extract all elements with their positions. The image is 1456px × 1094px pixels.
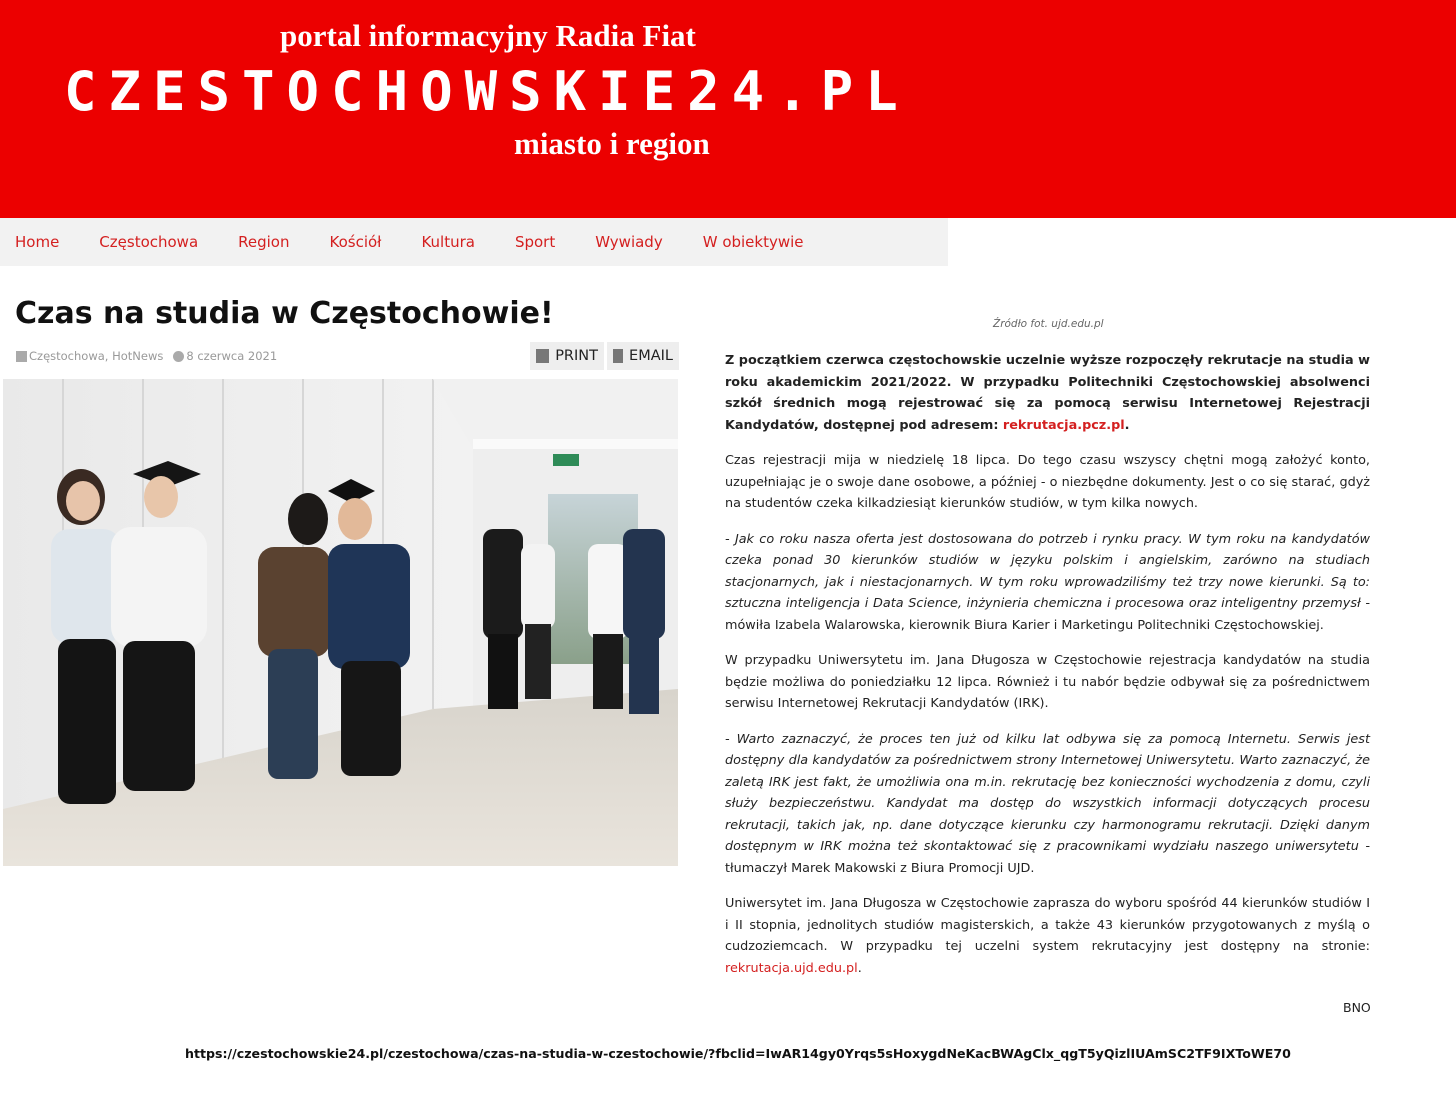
folder-icon	[16, 351, 27, 362]
clock-icon	[173, 351, 184, 362]
print-button[interactable]	[530, 342, 604, 370]
article-signature: BNO	[1343, 1000, 1371, 1015]
quote-2-attribution: tłumaczył Marek Makowski z Biura Promocji UJD.	[725, 860, 1035, 876]
nav-item-w-obiektywie[interactable]: W obiektywie	[702, 233, 804, 251]
lead-link[interactable]: rekrutacja.pcz.pl	[1002, 417, 1125, 433]
article-photo	[3, 379, 678, 866]
banner-subtitle: miasto i region	[514, 126, 710, 161]
nav-item-kultura[interactable]: Kultura	[421, 233, 475, 251]
nav-item-czestochowa[interactable]: Częstochowa	[99, 233, 199, 251]
lead-text: Z początkiem czerwca częstochowskie uczelnie wyższe rozpoczęły rekrutacje na studia w roku akademickim 2021/2022. W przypadku Politechniki Częstochowskiej absolwenci szkół średnich mogą rejestrować się za pomocą serwisu Internetowej Rejestracji Kandydatów, dostępnej pod adresem:	[725, 353, 1370, 433]
students-hallway-illustration	[3, 379, 678, 866]
nav-item-kosciol[interactable]: Kościół	[329, 233, 382, 251]
paragraph-6: Uniwersytet im. Jana Długosza w Częstochowie zaprasza do wyboru spośród 44 kierunków studiów I i II stopnia, jednolitych studiów magisterskich, a także 43 kierunków przygotowanych z myślą o cudzoziemcach. W przypadku tej uczelni system rekrutacyjny jest dostępny na stronie: rekrutacja.ujd.edu.pl.	[725, 896, 1370, 976]
main-nav	[0, 218, 948, 266]
print-icon	[536, 349, 549, 363]
photo-caption: Źródło fot. ujd.edu.pl	[993, 318, 1104, 330]
nav-item-home[interactable]: Home	[15, 233, 60, 251]
paragraph-5	[725, 729, 1370, 880]
paragraph-2: Czas rejestracji mija w niedzielę 18 lipca. Do tego czasu wszyscy chętni mogą założyć konto, uzupełniając je o swoje dane osobowe, a później - o niezbędne dokumenty. Jest o co się starać, gdyż na studentów czeka kilkadziesiąt kierunków studiów, w tym kilka nowych.	[725, 453, 1370, 511]
quote-1: - Jak co roku nasza oferta jest dostosowana do potrzeb i rynku pracy. W tym roku na kandydatów czeka ponad 30 kierunków studiów w języku polskim i angielskim, zarówno na studiach stacjonarnych, jak i niestacjonarnych. W tym roku wprowadziliśmy też trzy nowe kierunki. Są to: sztuczna inteligencja i Data Science, inżynieria chemiczna i procesowa oraz inteligentny przemysł -	[725, 531, 1370, 611]
quote-2: - Warto zaznaczyć, że proces ten już od kilku lat odbywa się za pomocą Internetu. Serwis jest dostępny dla kandydatów za pośrednictwem strony Internetowej Uniwersytetu. Warto zaznaczyć, że zaletą IRK jest fakt, że umożliwia ona m.in. rekrutację bez konieczności wychodzenia z domu, czyli służy bezpieczeństwu. Kandydat ma dostęp do wszystkich informacji dotyczących procesu rekrutacji, takich jak, np. dane dotyczące kierunku czy harmonogramu rekrutacji. Dzięki danym dostępnym w IRK można też skontaktować się z pracownikami wydziału naszego uniwersytetu -	[725, 731, 1370, 854]
site-logo[interactable]: CZESTOCHOWSKIE24.PL	[64, 60, 910, 123]
quote-1-attribution: mówiła Izabela Walarowska, kierownik Biura Karier i Marketingu Politechniki Częstochowskiej.	[725, 617, 1324, 633]
article-title: Czas na studia w Częstochowie!	[15, 296, 554, 331]
banner-tagline: portal informacyjny Radia Fiat	[280, 18, 696, 53]
nav-item-sport[interactable]: Sport	[514, 233, 556, 251]
email-icon	[613, 349, 623, 363]
article-categories[interactable]: Częstochowa, HotNews	[29, 349, 164, 363]
email-label: EMAIL	[629, 348, 673, 364]
article-lead: Z początkiem czerwca częstochowskie uczelnie wyższe rozpoczęły rekrutacje na studia w roku akademickim 2021/2022. W przypadku Politechniki Częstochowskiej absolwenci szkół średnich mogą rejestrować się za pomocą serwisu Internetowej Rejestracji Kandydatów, dostępnej pod adresem: rekrutacja.pcz.pl.	[725, 353, 1370, 433]
article-meta	[16, 349, 277, 363]
email-button[interactable]	[607, 342, 679, 370]
paragraph-3	[725, 529, 1370, 637]
nav-item-wywiady[interactable]: Wywiady	[595, 233, 663, 251]
site-banner	[0, 0, 1456, 218]
print-label: PRINT	[555, 348, 598, 364]
paragraph-6-text: Uniwersytet im. Jana Długosza w Częstochowie zaprasza do wyboru spośród 44 kierunków studiów I i II stopnia, jednolitych studiów magisterskich, a także 43 kierunków przygotowanych z myślą o cudzoziemcach. W przypadku tej uczelni system rekrutacyjny jest dostępny na stronie:	[725, 896, 1370, 954]
ujd-link[interactable]: rekrutacja.ujd.edu.pl	[725, 960, 858, 976]
nav-item-region[interactable]: Region	[238, 233, 290, 251]
article-date: 8 czerwca 2021	[186, 349, 278, 363]
paragraph-4: W przypadku Uniwersytetu im. Jana Długosza w Częstochowie rejestracja kandydatów na studia będzie możliwa do poniedziałku 12 lipca. Również i tu nabór będzie odbywał się za pośrednictwem serwisu Internetowej Rekrutacji Kandydatów (IRK).	[725, 653, 1370, 711]
source-url: https://czestochowskie24.pl/czestochowa/czas-na-studia-w-czestochowie/?fbclid=IwAR14gy0Yrqs5sHoxygdNeKacBWAgClx_qgT5yQizlIUAmSC2TF9IXToWE70	[185, 1046, 1291, 1061]
article-body	[725, 350, 1370, 993]
